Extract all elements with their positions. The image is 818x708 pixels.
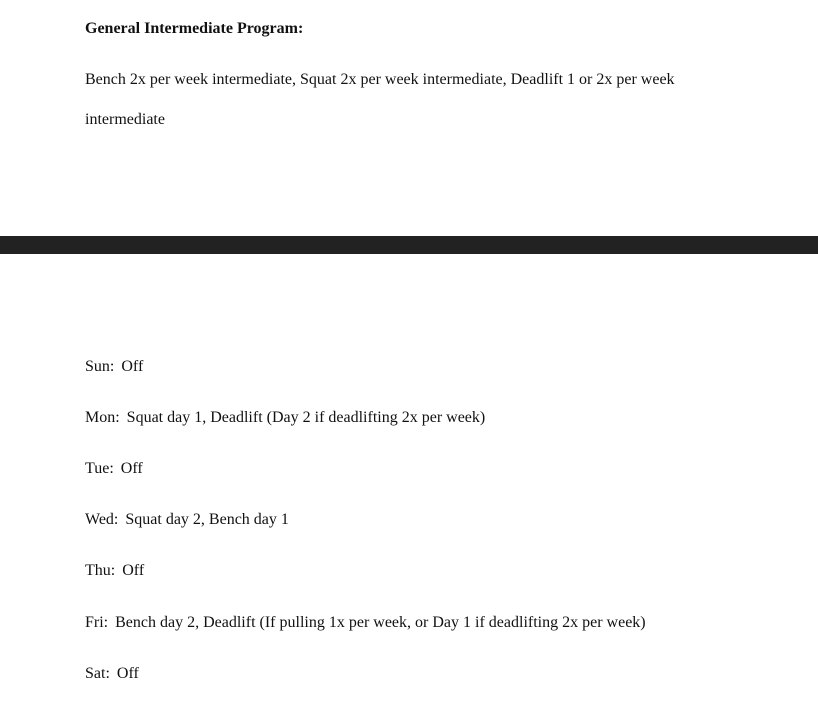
- schedule-activity: Squat day 1, Deadlift (Day 2 if deadlifting 2x per week): [126, 409, 486, 426]
- schedule-day: Sun:: [85, 358, 115, 375]
- schedule-row-tue: [85, 460, 143, 478]
- schedule-day: Mon:: [85, 409, 120, 426]
- schedule-row-sat: [85, 665, 139, 683]
- schedule-row-fri: [85, 614, 646, 632]
- schedule-activity: Off: [116, 665, 139, 682]
- page-separator: [0, 236, 818, 254]
- schedule-row-thu: [85, 562, 144, 580]
- schedule-activity: Squat day 2, Bench day 1: [125, 511, 289, 528]
- schedule-activity: Off: [120, 460, 143, 477]
- schedule-row-wed: [85, 511, 289, 529]
- schedule-day: Wed:: [85, 511, 119, 528]
- schedule-row-sun: [85, 358, 143, 376]
- schedule-activity: Bench day 2, Deadlift (If pulling 1x per week, or Day 1 if deadlifting 2x per week): [115, 614, 646, 631]
- document-page-1: [0, 0, 818, 236]
- document-page-2: [0, 254, 818, 708]
- description-line-2: intermediate: [85, 111, 165, 128]
- description-line-1: Bench 2x per week intermediate, Squat 2x per week intermediate, Deadlift 1 or 2x per week: [85, 71, 675, 88]
- schedule-day: Tue:: [85, 460, 114, 477]
- schedule-row-mon: [85, 409, 485, 427]
- schedule-day: Thu:: [85, 562, 116, 579]
- schedule-day: Sat:: [85, 665, 110, 682]
- section-heading: General Intermediate Program:: [85, 20, 304, 37]
- schedule-activity: Off: [121, 358, 144, 375]
- schedule-day: Fri:: [85, 614, 109, 631]
- schedule-activity: Off: [122, 562, 145, 579]
